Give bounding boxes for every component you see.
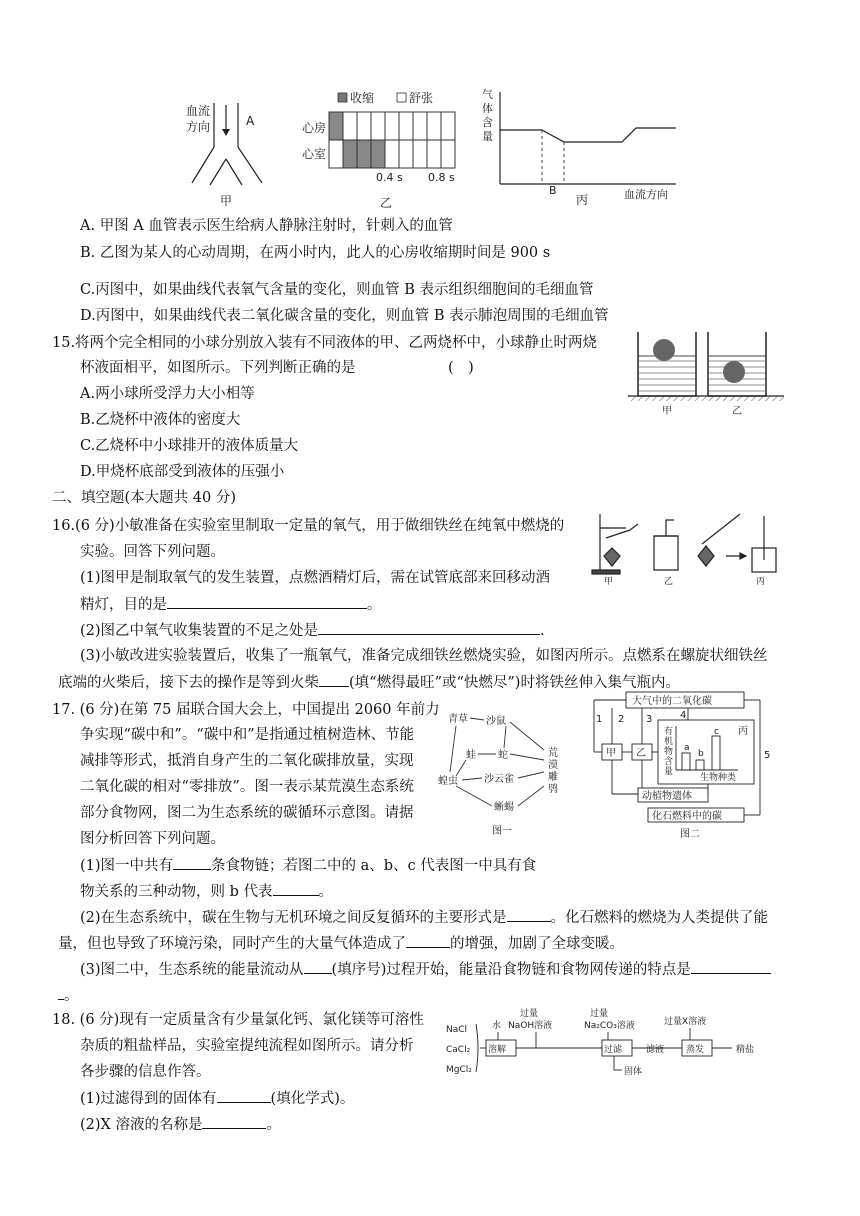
flow-solid: 固体 bbox=[624, 1067, 643, 1077]
flow-label-1: 血流 bbox=[186, 104, 211, 118]
step-evaporate: 蒸发 bbox=[686, 1045, 705, 1055]
q18-stem-3: 各步骤的信息作答。 bbox=[80, 1064, 211, 1080]
flow-na2co3-1: 过量 bbox=[590, 1009, 609, 1019]
arrow-2-label: 2 bbox=[618, 714, 625, 725]
q17-part2-b bbox=[58, 933, 624, 954]
q17-part1-a bbox=[80, 855, 536, 876]
q17-stem-4: 二氧化碳的相对“零排放”。图一表示某荒漠生态系统 bbox=[80, 779, 414, 795]
apparatus-yi-label: 乙 bbox=[664, 577, 674, 587]
q16-blank-3[interactable] bbox=[319, 672, 349, 687]
fig-yi-caption: 乙 bbox=[380, 196, 393, 210]
q18-stem-2: 杂质的粗盐样品，实验室提纯流程如图所示。请分析 bbox=[80, 1038, 414, 1054]
node-eagle-4: 鸮 bbox=[548, 784, 558, 795]
node-eagle-3: 雕 bbox=[548, 772, 558, 783]
flow-filtrate: 滤液 bbox=[646, 1045, 665, 1055]
q16-part1-b bbox=[80, 594, 382, 615]
q18-part2-text: (2)X 溶液的名称是 bbox=[80, 1117, 203, 1133]
node-eagle-1: 荒 bbox=[548, 748, 558, 759]
q17-part3-end-text: 。 bbox=[64, 988, 79, 1004]
flow-x-solution: 过量X溶液 bbox=[664, 1017, 707, 1027]
q17-blank-1[interactable] bbox=[173, 855, 211, 870]
q16-part1-a: (1)图甲是制取氧气的发生装置，点燃酒精灯后，需在试管底部来回移动酒 bbox=[80, 570, 551, 586]
step-dissolve: 溶解 bbox=[488, 1045, 507, 1055]
xlabel: 血流方向 bbox=[624, 188, 668, 201]
food-web-arrows bbox=[450, 718, 544, 806]
organic-5: 量 bbox=[664, 767, 674, 777]
beaker-yi-label: 乙 bbox=[732, 406, 742, 417]
vessel-a-label: A bbox=[246, 114, 255, 128]
apparatus-yi bbox=[654, 520, 678, 570]
organic-3: 物 bbox=[664, 747, 674, 757]
arrow-3-label: 3 bbox=[646, 714, 653, 725]
q14-option-b: B. 乙图为某人的心动周期，在两小时内，此人的心房收缩期时间是 900 s bbox=[80, 245, 551, 261]
section-2-heading: 二、填空题(本大题共 40 分) bbox=[52, 490, 236, 506]
node-jia: 甲 bbox=[606, 748, 616, 759]
node-locust: 蝗虫 bbox=[438, 776, 458, 787]
q15-stem-1: 15.将两个完全相同的小球分别放入装有不同液体的甲、乙两烧杯中，小球静止时两烧 bbox=[52, 335, 598, 351]
legend-contract-swatch bbox=[338, 93, 347, 102]
node-eagle-2: 漠 bbox=[548, 760, 558, 771]
arrow-4-label: 4 bbox=[680, 710, 687, 721]
q16-part3-tail: (填“燃得最旺”或“快燃尽”)时将铁丝伸入集气瓶内。 bbox=[349, 675, 680, 691]
q15-option-d: D.甲烧杯底部受到液体的压强小 bbox=[80, 464, 285, 480]
q17-part1-b bbox=[80, 881, 333, 902]
q16-part3-b bbox=[58, 672, 680, 693]
q18-part2-end: 。 bbox=[266, 1117, 281, 1133]
apparatus-bing-label: 丙 bbox=[756, 577, 766, 587]
vessel-b-label: B bbox=[549, 184, 557, 197]
beaker-yi bbox=[708, 332, 766, 396]
q18-part2 bbox=[80, 1114, 281, 1135]
flow-nacl: NaCl bbox=[446, 1025, 468, 1035]
flow-mgcl2: MgCl₂ bbox=[446, 1065, 472, 1075]
q17-part1-tail: 条食物链；若图二中的 a、b、c 代表图一中具有食 bbox=[211, 858, 537, 874]
q14-option-d: D.丙图中，如果曲线代表二氧化碳含量的变化，则血管 B 表示肺泡周围的毛细血管 bbox=[80, 308, 609, 324]
ylabel-1: 气 bbox=[482, 88, 493, 101]
organic-2: 机 bbox=[664, 737, 674, 747]
q15-option-b: B.乙烧杯中液体的密度大 bbox=[80, 412, 241, 428]
q17-part1-c-text: 物关系的三种动物，则 b 代表 bbox=[80, 884, 273, 900]
q17-part2-a bbox=[80, 907, 768, 928]
node-frog: 蛙 bbox=[466, 750, 476, 761]
cycle-grid bbox=[329, 112, 455, 168]
node-snake: 蛇 bbox=[498, 750, 508, 761]
gas-curve bbox=[500, 128, 676, 142]
node-yi: 乙 bbox=[636, 748, 646, 759]
q16-part3-text: 底端的火柴后，接下去的操作是等到火柴 bbox=[58, 675, 319, 691]
ylabel-2: 体 bbox=[482, 102, 493, 115]
node-lark: 沙云雀 bbox=[484, 774, 514, 785]
q17-blank-2[interactable] bbox=[273, 881, 319, 896]
q16-part2-text: (2)图乙中氧气收集装置的不足之处是 bbox=[80, 623, 319, 639]
step-filter: 过滤 bbox=[604, 1045, 623, 1055]
q17-part2-d-text: 的增强，加剧了全球变暖。 bbox=[450, 936, 624, 952]
q17-blank-4[interactable] bbox=[406, 933, 450, 948]
q15-stem-2: 杯液面相平，如图所示。下列判断正确的是 bbox=[80, 360, 356, 376]
q16-apparatus-figure bbox=[590, 512, 790, 588]
flow-refined-salt: 精盐 bbox=[736, 1045, 755, 1055]
q18-blank-2[interactable] bbox=[202, 1114, 266, 1129]
q15-answer-paren: ( ) bbox=[448, 360, 474, 376]
fig-bing-caption: 丙 bbox=[576, 193, 589, 207]
q14-option-a: A. 甲图 A 血管表示医生给病人静脉注射时，针刺入的血管 bbox=[80, 218, 453, 234]
figure-jia-blood-vessel bbox=[180, 95, 290, 210]
flow-naoh-1: 过量 bbox=[520, 1009, 539, 1019]
node-remains: 动植物遗体 bbox=[642, 791, 692, 802]
bar-c-label: c bbox=[714, 727, 719, 737]
legend-contract: 收缩 bbox=[350, 91, 375, 105]
arrow-5-label: 5 bbox=[764, 750, 771, 761]
legend-relax: 舒张 bbox=[409, 91, 434, 105]
q17-stem-5: 部分食物网，图二为生态系统的碳循环示意图。请据 bbox=[80, 805, 414, 821]
q16-stem-1: 16.(6 分)小敏准备在实验室里制取一定量的氧气，用于做细铁丝在纯氧中燃烧的 bbox=[52, 518, 565, 534]
row-ventricle-label: 心室 bbox=[302, 147, 327, 161]
q17-stem-1: 17. (6 分)在第 75 届联合国大会上，中国提出 2060 年前力 bbox=[52, 702, 440, 718]
fig-jia-caption: 甲 bbox=[220, 194, 233, 208]
q14-option-c: C.丙图中，如果曲线代表氧气含量的变化，则血管 B 表示组织细胞间的毛细血管 bbox=[80, 282, 594, 298]
q17-blank-5[interactable] bbox=[304, 959, 332, 974]
q16-part2-end: . bbox=[540, 623, 545, 639]
organic-1: 有 bbox=[664, 727, 674, 737]
q17-part2-c-text: 量，但也导致了环境污染，同时产生的大量气体造成了 bbox=[58, 936, 406, 952]
q15-option-c: C.乙烧杯中小球排开的液体质量大 bbox=[80, 438, 299, 454]
q17-blank-3[interactable] bbox=[507, 907, 551, 922]
node-grass: 青草 bbox=[448, 714, 468, 725]
apparatus-jia-label: 甲 bbox=[604, 577, 614, 587]
legend-relax-swatch bbox=[397, 93, 406, 102]
q17-part3-a bbox=[80, 959, 771, 980]
flow-cacl2: CaCl₂ bbox=[446, 1045, 471, 1055]
ylabel-3: 含 bbox=[482, 116, 493, 129]
bar-b-label: b bbox=[698, 749, 704, 759]
node-fossil: 化石燃料中的碳 bbox=[652, 811, 722, 822]
fig1-caption: 图一 bbox=[492, 826, 512, 837]
q17-stem-6: 图分析回答下列问题。 bbox=[80, 831, 225, 847]
figure-yi-cardiac-cycle bbox=[300, 88, 470, 213]
beaker-jia-label: 甲 bbox=[662, 406, 672, 417]
figure-bing-gas-content bbox=[480, 86, 680, 211]
species-label: 生物种类 bbox=[700, 773, 737, 783]
q18-blank-1[interactable] bbox=[217, 1088, 271, 1103]
q17-stem-3: 减排等形式，抵消自身产生的二氧化碳排放量，实现 bbox=[80, 753, 414, 769]
apparatus-bing bbox=[698, 514, 776, 572]
apparatus-jia bbox=[592, 514, 638, 574]
q17-part3-end bbox=[58, 985, 79, 1006]
q16-part2 bbox=[80, 620, 545, 641]
q18-purification-flowchart bbox=[442, 1006, 787, 1084]
q16-blank-2[interactable] bbox=[318, 620, 540, 635]
q17-part3-text: (3)图二中，生态系统的能量流动从 bbox=[80, 962, 304, 978]
flow-naoh-2: NaOH溶液 bbox=[508, 1021, 553, 1031]
node-bing: 丙 bbox=[738, 726, 748, 737]
arrow-1-label: 1 bbox=[596, 714, 603, 725]
q17-part2-tail: 。化石燃料的燃烧为人类提供了能 bbox=[550, 910, 769, 926]
q17-carbon-cycle-figure bbox=[588, 690, 778, 840]
q18-stem-1: 18. (6 分)现有一定质量含有少量氯化钙、氯化镁等可溶性 bbox=[52, 1012, 424, 1028]
tick-08: 0.8 s bbox=[428, 171, 455, 184]
q17-part3-tail: (填序号)过程开始，能量沿食物链和食物网传递的特点是 bbox=[331, 962, 691, 978]
fig2-caption: 图二 bbox=[680, 829, 700, 840]
tick-04: 0.4 s bbox=[376, 171, 403, 184]
row-atrium-label: 心房 bbox=[302, 121, 327, 135]
node-rat: 沙鼠 bbox=[486, 716, 506, 727]
q17-part1-text: (1)图一中共有 bbox=[80, 858, 174, 874]
ylabel-4: 量 bbox=[482, 130, 493, 143]
node-lizard: 蜥蜴 bbox=[494, 802, 514, 813]
flow-label-2: 方向 bbox=[186, 120, 211, 134]
node-co2: 大气中的二氧化碳 bbox=[632, 696, 712, 707]
q15-beakers-figure bbox=[626, 328, 786, 418]
q16-stem-2: 实验。回答下列问题。 bbox=[80, 544, 225, 560]
q17-part1-end: 。 bbox=[318, 884, 333, 900]
flow-water: 水 bbox=[492, 1021, 502, 1031]
flow-na2co3-2: Na₂CO₃溶液 bbox=[584, 1021, 635, 1031]
q17-stem-2: 争实现“碳中和”。“碳中和”是指通过植树造林、节能 bbox=[80, 727, 415, 743]
q16-part3-a: (3)小敏改进实验装置后，收集了一瓶氧气，准备完成细铁丝燃烧实验，如图丙所示。点燃系在螺旋状细铁丝 bbox=[80, 648, 768, 664]
q17-blank-6[interactable] bbox=[691, 959, 771, 974]
q16-part1-end: 。 bbox=[367, 597, 382, 613]
q18-part1 bbox=[80, 1088, 354, 1109]
q15-option-a: A.两小球所受浮力大小相等 bbox=[80, 386, 255, 402]
q17-food-web-figure bbox=[438, 710, 578, 838]
q17-part2-text: (2)在生态系统中，碳在生物与无机环境之间反复循环的主要形式是 bbox=[80, 910, 507, 926]
q16-part1-text: 精灯，目的是 bbox=[80, 597, 167, 613]
bar-a-label: a bbox=[684, 743, 690, 753]
organic-4: 含 bbox=[664, 757, 674, 767]
q16-blank-1[interactable] bbox=[167, 594, 367, 609]
beaker-jia bbox=[638, 332, 696, 396]
q18-part1-text: (1)过滤得到的固体有 bbox=[80, 1091, 217, 1107]
q18-part1-tail: (填化学式)。 bbox=[270, 1091, 355, 1107]
